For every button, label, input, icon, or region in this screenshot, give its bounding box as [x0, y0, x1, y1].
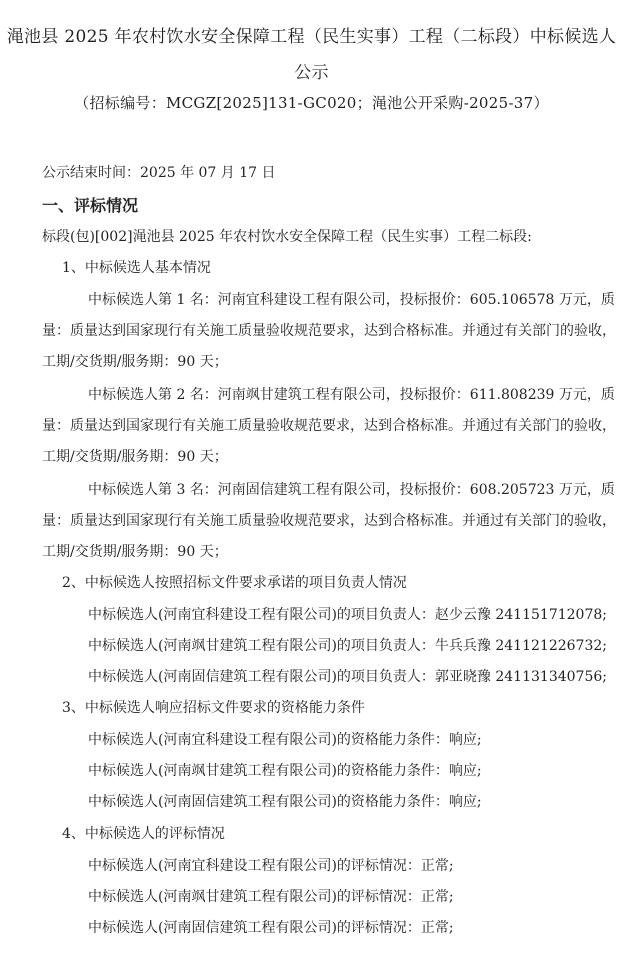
list-item: 中标候选人(河南飒甘建筑工程有限公司)的评标情况：正常; — [88, 889, 454, 905]
subsection-heading: 4、中标候选人的评标情况 — [62, 826, 225, 842]
subsection-heading: 1、中标候选人基本情况 — [62, 260, 211, 276]
candidate-line: 工期/交货期/服务期：90 天； — [42, 544, 228, 560]
lot-description: 标段(包)[002]渑池县 2025 年农村饮水安全保障工程（民生实事）工程二标段: — [42, 229, 532, 245]
candidate-line: 中标候选人第 2 名：河南飒甘建筑工程有限公司，投标报价：611.808239 万元，质 — [88, 387, 615, 403]
list-item: 中标候选人(河南固信建筑工程有限公司)的项目负责人：郭亚晓豫 241131340756; — [88, 669, 607, 685]
list-item: 中标候选人(河南宜科建设工程有限公司)的资格能力条件：响应; — [88, 732, 482, 748]
candidate-line: 工期/交货期/服务期：90 天； — [42, 354, 228, 370]
tender-number: （招标编号：MCGZ[2025]131-GC020；渑池公开采购-2025-37） — [74, 94, 549, 112]
subsection-heading: 3、中标候选人响应招标文件要求的资格能力条件 — [62, 700, 365, 716]
candidate-line: 量：质量达到国家现行有关施工质量验收规范要求，达到合格标准。并通过有关部门的验收， — [42, 418, 616, 434]
list-item: 中标候选人(河南固信建筑工程有限公司)的评标情况：正常; — [88, 920, 454, 936]
list-item: 中标候选人(河南固信建筑工程有限公司)的资格能力条件：响应; — [88, 794, 482, 810]
list-item: 中标候选人(河南宜科建设工程有限公司)的项目负责人：赵少云豫 241151712078; — [88, 607, 607, 623]
candidate-line: 中标候选人第 3 名：河南固信建筑工程有限公司，投标报价：608.205723 万元，质 — [88, 482, 615, 498]
candidate-line: 量：质量达到国家现行有关施工质量验收规范要求，达到合格标准。并通过有关部门的验收， — [42, 323, 616, 339]
subsection-heading: 2、中标候选人按照招标文件要求承诺的项目负责人情况 — [62, 575, 407, 591]
list-item: 中标候选人(河南飒甘建筑工程有限公司)的资格能力条件：响应; — [88, 763, 482, 779]
section-heading: 一、评标情况 — [42, 196, 139, 215]
candidate-line: 量：质量达到国家现行有关施工质量验收规范要求，达到合格标准。并通过有关部门的验收， — [42, 513, 616, 529]
list-item: 中标候选人(河南飒甘建筑工程有限公司)的项目负责人：牛兵兵豫 241121226732; — [88, 638, 607, 654]
list-item: 中标候选人(河南宜科建设工程有限公司)的评标情况：正常; — [88, 858, 454, 874]
candidate-line: 工期/交货期/服务期：90 天； — [42, 449, 228, 465]
document-title-line1: 渑池县 2025 年农村饮水安全保障工程（民生实事）工程（二标段）中标候选人 — [6, 27, 617, 47]
candidate-line: 中标候选人第 1 名：河南宜科建设工程有限公司，投标报价：605.106578 万元，质 — [88, 292, 615, 308]
document-title-line2: 公示 — [294, 63, 329, 83]
notice-end-time: 公示结束时间：2025 年 07 月 17 日 — [42, 165, 276, 181]
